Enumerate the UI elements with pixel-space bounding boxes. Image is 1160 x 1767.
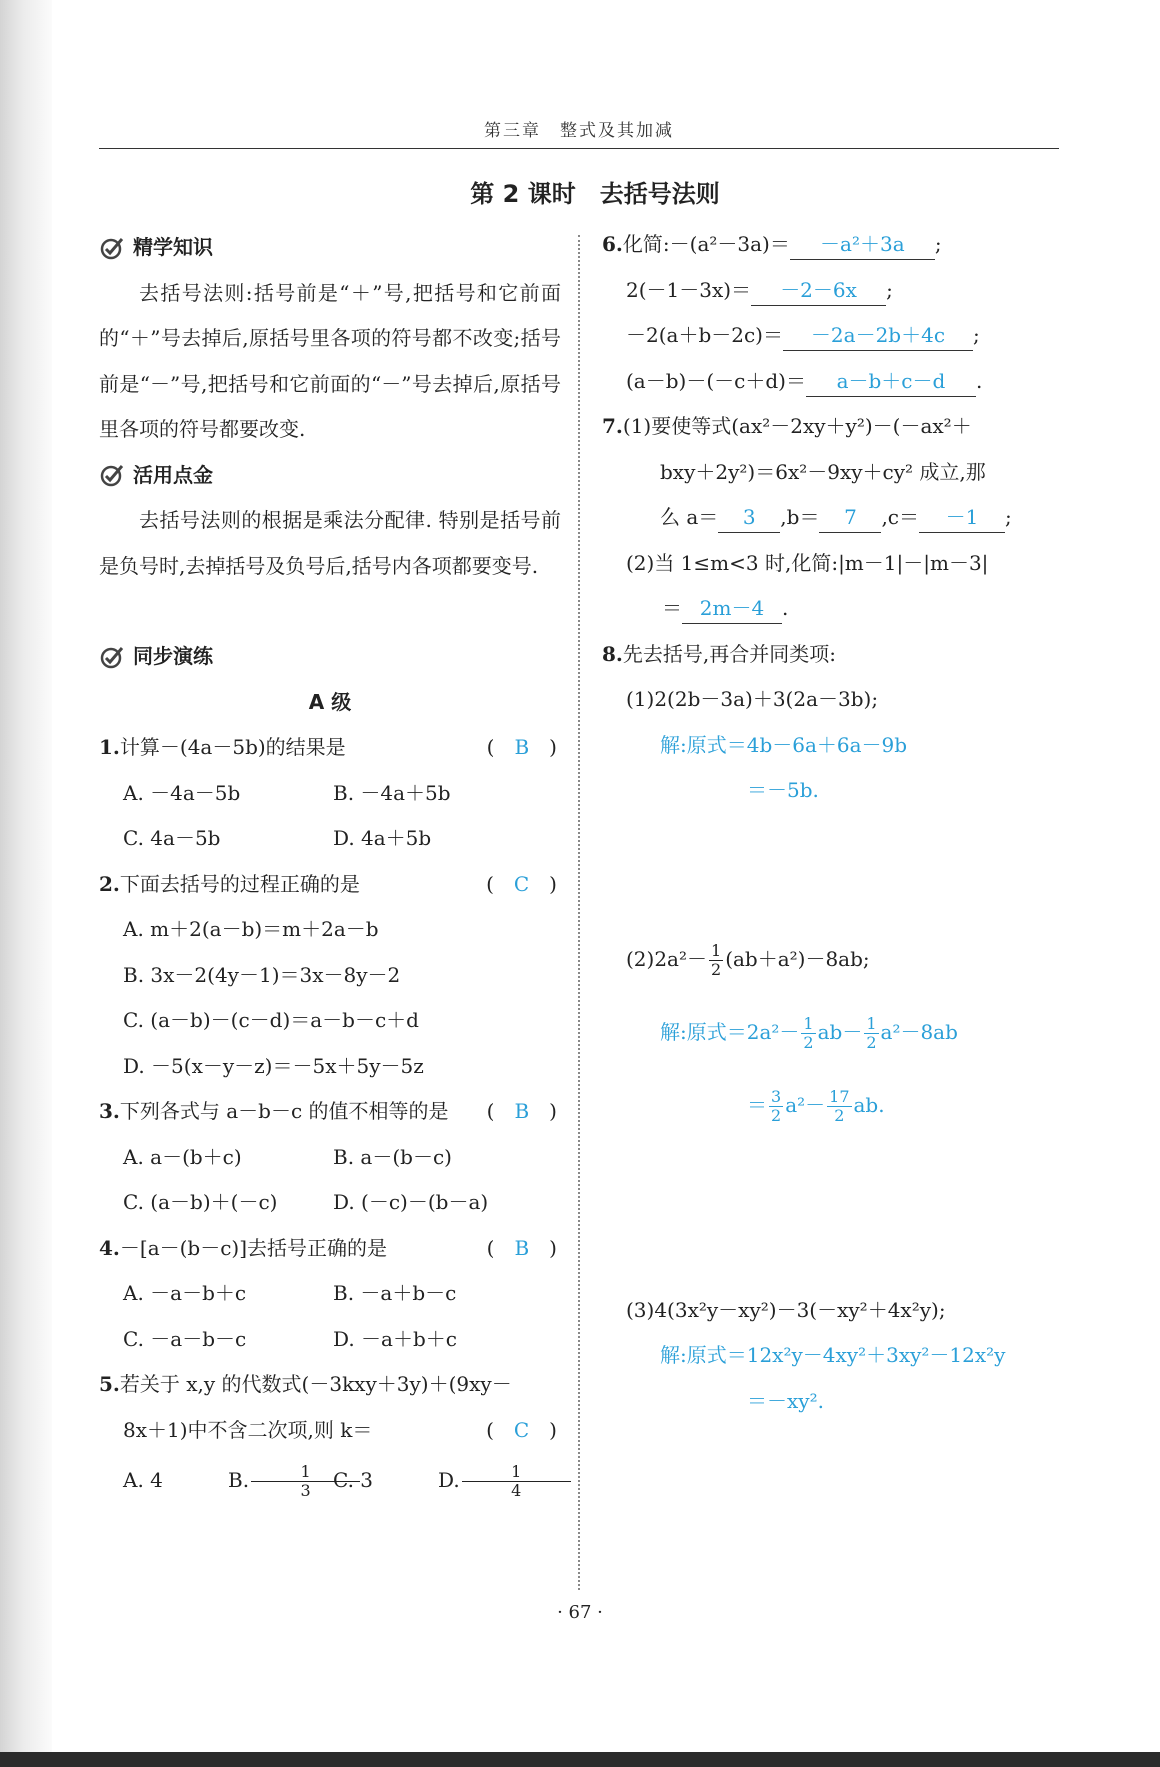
expression: ab. xyxy=(853,1092,885,1117)
options-row xyxy=(99,1271,561,1317)
section-title: 活用点金 xyxy=(133,462,213,487)
answer-paren: ( C ) xyxy=(486,871,557,896)
answer-blank-a: 3 xyxy=(718,502,780,533)
numerator: 1 xyxy=(866,1013,877,1033)
section-title: 精学知识 xyxy=(133,235,213,259)
part-1-solution-line-1: 解:原式＝4b－6a＋6a－9b xyxy=(660,732,908,757)
check-badge-icon xyxy=(99,462,125,488)
denominator: 2 xyxy=(866,1032,877,1052)
option-a: A. m＋2(a－b)＝m＋2a－b xyxy=(123,917,379,941)
answer-blank-c: －1 xyxy=(919,502,1005,533)
numerator: 1 xyxy=(711,940,722,960)
option-a: A. －4a－5b xyxy=(123,780,241,805)
question-number: 1. xyxy=(99,735,120,759)
left-column xyxy=(99,225,561,1508)
question-7-line-1 xyxy=(602,404,1062,450)
chapter-header: 第三章 整式及其加减 xyxy=(99,116,1059,149)
denominator: 2 xyxy=(771,1105,782,1125)
check-badge-icon xyxy=(99,644,125,670)
fraction xyxy=(827,1088,851,1125)
option-c: C. (a－b)＋(－c) xyxy=(123,1190,278,1214)
numerator: 17 xyxy=(829,1086,850,1106)
option-c: C. 4a－5b xyxy=(123,826,221,850)
question-number: 6. xyxy=(602,232,623,256)
expression: a²－ xyxy=(785,1092,826,1117)
option-a: A. －a－b＋c xyxy=(123,1281,247,1305)
spacer xyxy=(602,1136,1062,1288)
expression: (a－b)－(－c＋d)＝ xyxy=(626,368,806,393)
expression: ＝ xyxy=(747,1092,767,1117)
spacer xyxy=(602,814,1062,928)
expression: ,c＝ xyxy=(881,505,920,529)
check-badge-icon xyxy=(99,235,125,261)
options-row xyxy=(99,816,561,862)
option-d: D. －a＋b＋c xyxy=(333,1326,457,1351)
part-1-problem: (1)2(2b－3a)＋3(2a－3b); xyxy=(626,687,879,711)
expression: ,b＝ xyxy=(780,505,820,529)
option-b: B. 3x－2(4y－1)＝3x－8y－2 xyxy=(123,962,401,987)
option-d: D. 4a＋5b xyxy=(333,826,432,850)
options-row xyxy=(99,1453,561,1508)
answer-blank: 2m－4 xyxy=(682,593,782,624)
option-d: D. －5(x－y－z)＝－5x＋5y－5z xyxy=(123,1053,424,1078)
answer-paren: ( B ) xyxy=(486,735,557,759)
answer-paren: ( C ) xyxy=(486,1417,557,1442)
option-d: D. (－c)－(b－a) xyxy=(333,1190,489,1214)
question-stem: 若关于 x,y 的代数式(－3kxy＋3y)＋(9xy－ xyxy=(119,1372,512,1396)
denominator: 2 xyxy=(803,1032,814,1052)
question-4 xyxy=(99,1226,561,1272)
level-label: A 级 xyxy=(308,689,352,714)
part-3-problem: (3)4(3x²y－xy²)－3(－xy²＋4x²y); xyxy=(626,1297,946,1322)
expression: －2(a＋b－2c)＝ xyxy=(626,323,783,347)
option-label: B. xyxy=(228,1468,250,1492)
expression: 么 a＝ xyxy=(660,505,719,529)
page-shadow-edge xyxy=(0,0,52,1752)
expression: a²－8ab xyxy=(880,1019,958,1044)
options-row xyxy=(99,1317,561,1363)
question-number: 8. xyxy=(602,641,623,666)
question-stem: 化简: xyxy=(622,232,670,256)
option-b: B. －a＋b－c xyxy=(333,1281,457,1305)
answer-letter: B xyxy=(514,1235,530,1260)
expression: 2(－1－3x)＝ xyxy=(626,277,752,302)
question-number: 5. xyxy=(99,1372,120,1396)
answer-paren: ( B ) xyxy=(486,1099,557,1123)
answer-paren: ( B ) xyxy=(486,1235,557,1260)
section-heading-knowledge xyxy=(99,225,561,271)
question-number: 4. xyxy=(99,1235,120,1260)
column-divider xyxy=(578,235,580,1590)
option-c: C. (a－b)－(c－d)＝a－b－c＋d xyxy=(123,1008,419,1032)
question-7-line-4: (2)当 1≤m<3 时,化简:|m－1|－|m－3| xyxy=(626,550,989,575)
denominator: 2 xyxy=(834,1105,845,1125)
question-stem: (1)要使等式(ax²－2xy＋y²)－(－ax²＋ xyxy=(622,414,972,438)
options-row xyxy=(99,771,561,817)
question-6-line-4: (a－b)－(－c＋d)＝ a－b＋c－d . xyxy=(602,359,1062,405)
part-2-problem xyxy=(602,928,1062,990)
options-row xyxy=(99,1180,561,1226)
question-stem: 先去括号,再合并同类项: xyxy=(622,641,836,666)
expression: (ab＋a²)－8ab; xyxy=(725,946,870,971)
question-5-cont xyxy=(99,1408,561,1454)
part-1-solution-line-2: ＝－5b. xyxy=(747,778,819,802)
question-1 xyxy=(99,725,561,771)
question-6-line-2: 2(－1－3x)＝ －2－6x ; xyxy=(602,268,1062,314)
option-label: D. xyxy=(438,1468,460,1492)
fraction xyxy=(801,1015,815,1052)
numerator: 1 xyxy=(251,1463,360,1482)
right-column xyxy=(602,222,1062,1424)
fraction xyxy=(769,1088,783,1125)
question-2 xyxy=(99,862,561,908)
answer-blank-b: 7 xyxy=(819,502,881,533)
expression: 解:原式＝2a²－ xyxy=(660,1019,800,1044)
question-6-line-1: 6.化简:－(a²－3a)＝ －a²＋3a ; xyxy=(602,222,1062,268)
page-number: · 67 · xyxy=(557,1602,603,1623)
option-a: A. 4 xyxy=(123,1468,163,1492)
answer-letter: B xyxy=(514,1099,530,1123)
question-5 xyxy=(99,1362,561,1408)
denominator: 4 xyxy=(511,1481,522,1500)
part-3-solution-line-1: 解:原式＝12x²y－4xy²＋3xy²－12x²y xyxy=(660,1343,1006,1367)
question-stem: 计算－(4a－5b)的结果是 xyxy=(119,735,346,759)
section-title: 同步演练 xyxy=(133,644,213,668)
answer-letter: C xyxy=(513,1417,530,1442)
part-2-solution-line-2 xyxy=(602,1074,1062,1136)
option-c: C. －a－b－c xyxy=(123,1326,247,1351)
fraction xyxy=(709,942,723,979)
numerator: 1 xyxy=(803,1013,814,1033)
tips-paragraph: 去括号法则的根据是乘法分配律. 特别是括号前是负号时,去掉括号及负号后,括号内各项都要变号. xyxy=(99,508,561,578)
section-heading-practice xyxy=(99,634,561,680)
fraction xyxy=(864,1015,878,1052)
question-7-line-3: 么 a＝ 3 ,b＝ 7 ,c＝ －1 ; xyxy=(602,495,1062,541)
answer-letter: B xyxy=(514,735,530,759)
numerator: 3 xyxy=(771,1086,782,1106)
question-number: 2. xyxy=(99,871,120,896)
options-row xyxy=(99,1135,561,1181)
knowledge-paragraph: 去括号法则:括号前是“＋”号,把括号和它前面的“＋”号去掉后,原括号里各项的符号都不改变;括号前是“－”号,把括号和它前面的“－”号去掉后,原括号里各项的符号都要改变. xyxy=(99,280,561,441)
answer-blank: －2－6x xyxy=(751,275,886,306)
expression: (2)2a²－ xyxy=(626,946,707,971)
option-a: A. a－(b＋c) xyxy=(123,1144,242,1169)
option-c: C. 3 xyxy=(333,1468,374,1492)
question-7-line-5: ＝ 2m－4 . xyxy=(602,586,1062,632)
option-b: B. a－(b－c) xyxy=(333,1144,452,1169)
option-b: B. －4a＋5b xyxy=(333,780,451,805)
expression: ＝ xyxy=(662,596,682,620)
answer-letter: C xyxy=(513,871,530,896)
section-heading-tips xyxy=(99,453,561,499)
denominator: 2 xyxy=(711,959,722,979)
answer-blank: －2a－2b＋4c xyxy=(783,320,973,351)
question-7-line-2: bxy＋2y²)＝6x²－9xy＋cy² 成立,那 xyxy=(660,459,986,484)
answer-blank: a－b＋c－d xyxy=(806,366,976,397)
bottom-bar xyxy=(0,1752,1160,1767)
question-stem: 8x＋1)中不含二次项,则 k＝ xyxy=(123,1417,373,1442)
denominator: 3 xyxy=(300,1481,311,1500)
question-stem: 下列各式与 a－b－c 的值不相等的是 xyxy=(119,1099,449,1123)
question-stem: －[a－(b－c)]去括号正确的是 xyxy=(119,1235,388,1260)
part-2-solution-line-1 xyxy=(602,990,1062,1074)
question-6-line-3: －2(a＋b－2c)＝ －2a－2b＋4c ; xyxy=(602,313,1062,359)
lesson-title: 第 2 课时 去括号法则 xyxy=(470,180,720,208)
numerator: 1 xyxy=(462,1463,571,1482)
question-8 xyxy=(602,632,1062,678)
option-b xyxy=(228,1453,333,1508)
answer-blank: －a²＋3a xyxy=(790,229,935,260)
part-3-solution-line-2: ＝－xy². xyxy=(747,1388,824,1413)
option-d xyxy=(438,1453,543,1508)
question-number: 7. xyxy=(602,414,623,438)
question-number: 3. xyxy=(99,1099,120,1123)
fraction xyxy=(462,1463,567,1500)
question-3 xyxy=(99,1089,561,1135)
expression: －(a²－3a)＝ xyxy=(669,232,790,256)
expression: ab－ xyxy=(817,1019,863,1044)
question-stem: 下面去括号的过程正确的是 xyxy=(119,871,360,896)
